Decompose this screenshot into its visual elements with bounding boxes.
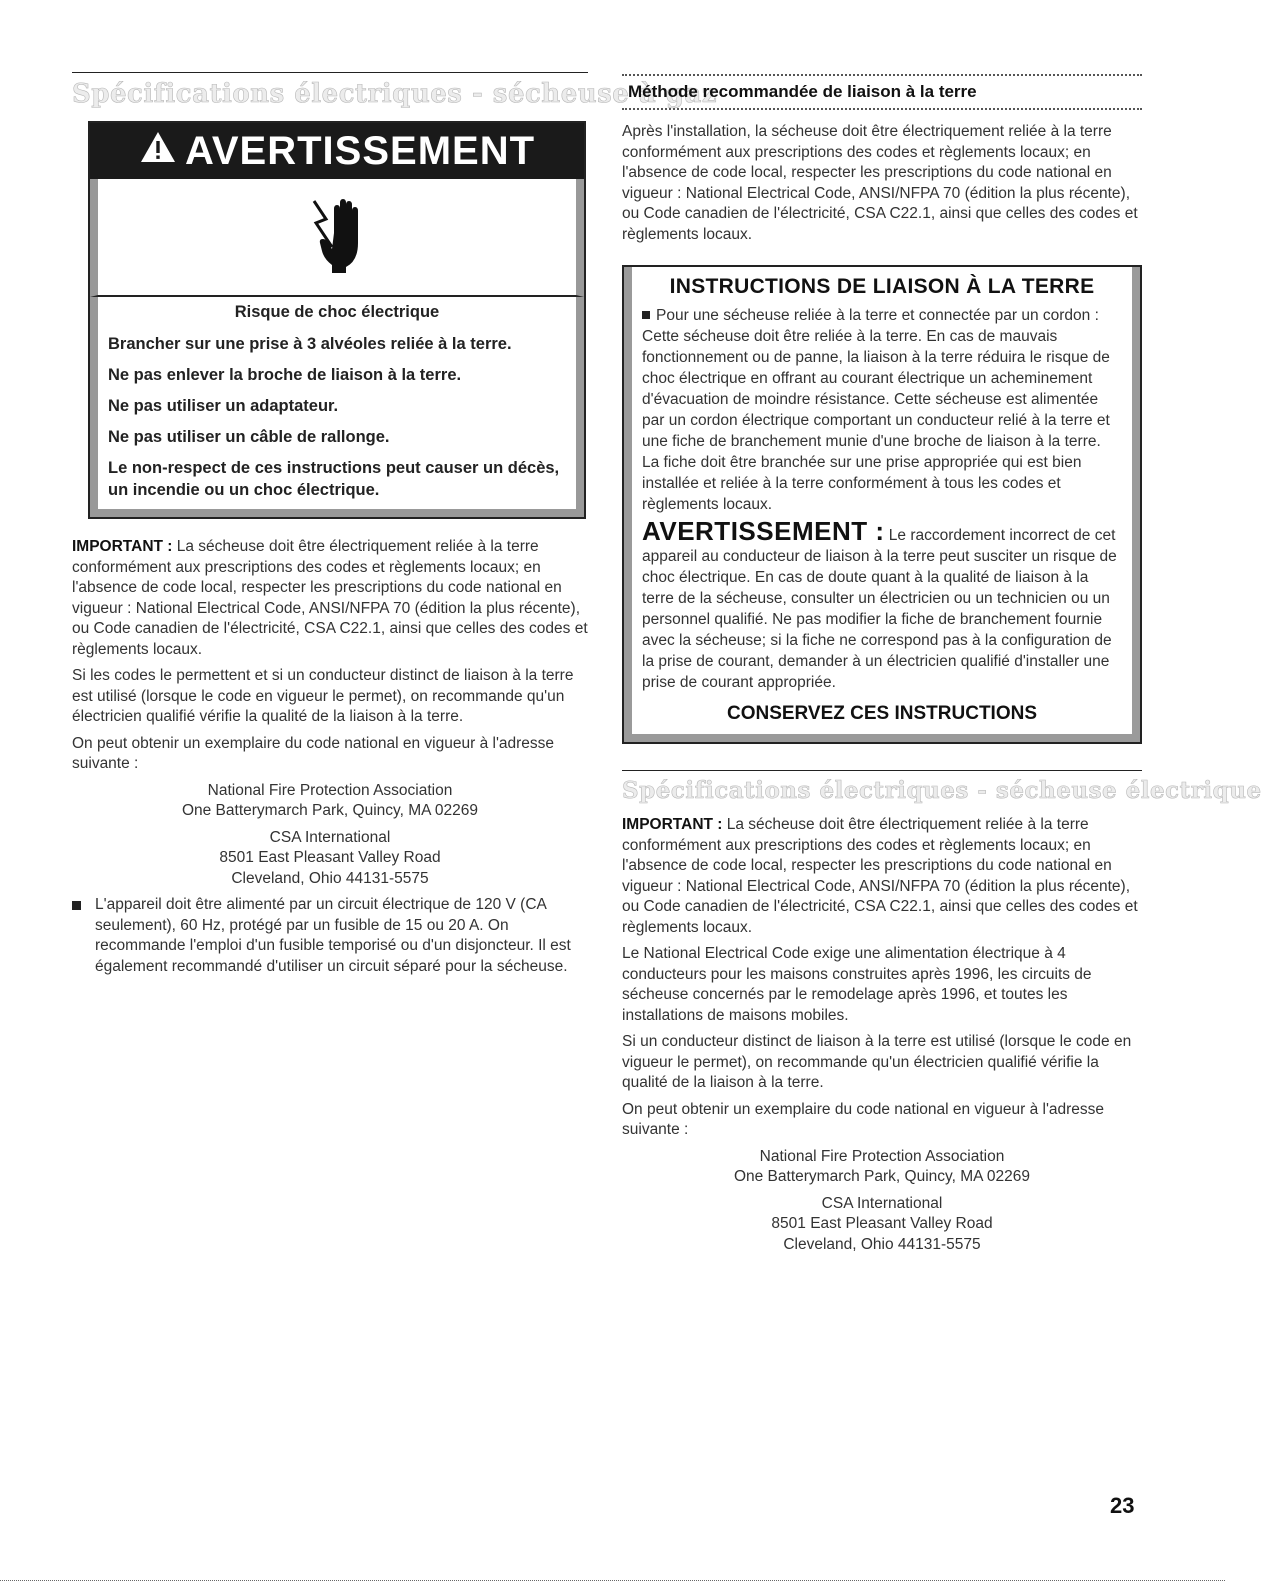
important-text: La sécheuse doit être électriquement reliée à la terre conformément aux prescriptions des codes et règlements locaux; en l'absence de code local, respecter les prescriptions du code national en vigueur : National Electrical Code, ANSI/NFPA 70 (édition la plus récente), ou Code canadien de l'électricité, CSA C22.1, ainsi que celles des codes et règlements locaux.: [72, 538, 588, 658]
address-line: CSA International: [269, 828, 391, 846]
paragraph: Après l'installation, la sécheuse doit être électriquement reliée à la terre conformément aux prescriptions des codes et règlements locaux; en l'absence de code local, respecter les prescriptions du code national en vigueur : National Electrical Code, ANSI/NFPA 70 (édition la plus récente), ou Code canadien de l'électricité, CSA C22.1, ainsi que celles des codes et règlements locaux.: [622, 123, 1138, 243]
bullet-square-icon: [642, 311, 650, 319]
gas-body: [72, 537, 588, 775]
bullet-square-icon: [72, 901, 81, 910]
important-label: IMPORTANT :: [72, 538, 173, 555]
avert-text: Le raccordement incorrect de cet appareil au conducteur de liaison à la terre peut susciter un risque de choc électrique. En cas de doute quant à la qualité de liaison à la terre de la sécheuse, consulter un électricien ou un technicien ou un personnel qualifié. Ne pas modifier la fiche de branchement fournie avec la sécheuse; si la fiche ne correspond pas à la configuration de la prise de courant, demander à un électricien qualifié d'installer une prise de courant appropriée.: [642, 527, 1117, 691]
warning-box: [88, 121, 586, 519]
grounding-body-text: Cette sécheuse doit être reliée à la terre. En cas de mauvais fonctionnement ou de panne, la liaison à la terre réduira le risque de choc électrique en offrant au courant électrique un acheminement d'évacuation de moindre résistance. Cette sécheuse est alimentée par un cordon électrique comportant un conducteur relié à la terre et une fiche de branchement munie d'une broche de liaison à la terre. La fiche doit être branchée sur une prise appropriée qui est bien installée et reliée à la terre conformément à tous les codes et règlements locaux.: [642, 328, 1110, 513]
gas-section-rule: [72, 72, 588, 73]
important-paragraph: [72, 537, 588, 660]
paragraph: On peut obtenir un exemplaire du code national en vigueur à l'adresse suivante :: [622, 1100, 1105, 1138]
paragraph: Si les codes le permettent et si un conducteur distinct de liaison à la terre est utilisé (lorsque le code en vigueur le permet), on recommande qu'un électricien qualifié vérifie la qualité de la liaison à la terre.: [72, 667, 574, 725]
address-line: National Fire Protection Association: [759, 1147, 1005, 1165]
address-line: One Batterymarch Park, Quincy, MA 02269: [733, 1168, 1031, 1185]
paragraph: Le National Electrical Code exige une alimentation électrique à 4 conducteurs pour les maisons construites après 1996, les circuits de sécheuse concernés par le remodelage après 1996, et toutes les installations de maisons mobiles.: [622, 945, 1092, 1024]
paragraph: Si un conducteur distinct de liaison à la terre est utilisé (lorsque le code en vigueur le permet), on recommande qu'un électricien qualifié vérifie la qualité de la liaison à la terre.: [622, 1033, 1132, 1091]
cord-bullet: [642, 305, 1122, 326]
address-csa: [72, 828, 588, 890]
left-column: [72, 0, 718, 977]
warning-line: Ne pas enlever la broche de liaison à la terre.: [108, 366, 462, 384]
grounding-box-inner: [624, 267, 1140, 742]
address-line: National Fire Protection Association: [207, 781, 453, 799]
elec-body: [622, 815, 1142, 1141]
elec-section-heading: Spécifications électriques - sécheuse électrique: [622, 777, 1262, 804]
elec-section-rule: [622, 770, 1142, 771]
warning-line: Ne pas utiliser un adaptateur.: [108, 397, 339, 415]
avert-paragraph: [642, 516, 1122, 693]
warning-line: Brancher sur une prise à 3 alvéoles reliée à la terre.: [108, 335, 512, 353]
method-body: [622, 122, 1142, 245]
warning-banner: [90, 123, 584, 179]
address-line: Cleveland, Ohio 44131-5575: [783, 1235, 981, 1253]
warning-line: Le non-respect de ces instructions peut causer un décès, un incendie ou un choc électrique.: [108, 459, 560, 499]
avert-label: AVERTISSEMENT :: [642, 516, 885, 546]
right-column: [622, 0, 1262, 1255]
important-paragraph: [622, 815, 1142, 938]
grounding-box-title: INSTRUCTIONS DE LIAISON À LA TERRE: [669, 275, 1095, 298]
address-line: CSA International: [821, 1194, 943, 1212]
warning-banner-text: AVERTISSEMENT: [184, 128, 536, 173]
bullet-text: L'appareil doit être alimenté par un circuit électrique de 120 V (CA seulement), 60 Hz, protégé par un fusible de 15 ou 20 A. On recommande l'emploi d'un fusible temporisé ou d'un disjoncteur. Il est également recommandé d'utiliser un circuit séparé pour la sécheuse.: [95, 896, 571, 975]
address-line: 8501 East Pleasant Valley Road: [219, 849, 441, 866]
address-line: 8501 East Pleasant Valley Road: [771, 1215, 993, 1232]
paragraph: On peut obtenir un exemplaire du code national en vigueur à l'adresse suivante :: [72, 734, 555, 772]
warning-line: Ne pas utiliser un câble de rallonge.: [108, 428, 390, 446]
warning-text: [90, 297, 584, 517]
bottom-scan-rule: [0, 1580, 1225, 1581]
grounding-instructions-box: [622, 265, 1142, 744]
electric-shock-hand-icon: [302, 195, 372, 280]
gas-section-heading: Spécifications électriques - sécheuse à gaz: [72, 79, 718, 109]
address-csa: [622, 1194, 1142, 1256]
page-number: 23: [1110, 1493, 1135, 1518]
method-heading: Méthode recommandée de liaison à la terre: [628, 82, 977, 101]
method-bottom-rule: [622, 108, 1142, 110]
warning-icon-area: [90, 179, 584, 297]
important-label: IMPORTANT :: [622, 816, 723, 833]
cord-bullet-text: Pour une sécheuse reliée à la terre et connectée par un cordon :: [656, 307, 1099, 324]
address-nfpa: [622, 1147, 1142, 1188]
grounding-box-body: [642, 305, 1122, 724]
address-line: Cleveland, Ohio 44131-5575: [231, 869, 429, 887]
warning-triangle-icon: [139, 129, 177, 174]
conserve-instructions: CONSERVEZ CES INSTRUCTIONS: [726, 703, 1038, 724]
bullet-item: [72, 895, 588, 977]
address-line: One Batterymarch Park, Quincy, MA 02269: [181, 802, 479, 819]
warning-title: Risque de choc électrique: [234, 303, 440, 321]
address-nfpa: [72, 781, 588, 822]
important-text: La sécheuse doit être électriquement reliée à la terre conformément aux prescriptions des codes et règlements locaux; en l'absence de code local, respecter les prescriptions du code national en vigueur : National Electrical Code, ANSI/NFPA 70 (édition la plus récente), ou Code canadien de l'électricité, CSA C22.1, ainsi que celles des codes et règlements locaux.: [622, 816, 1138, 936]
